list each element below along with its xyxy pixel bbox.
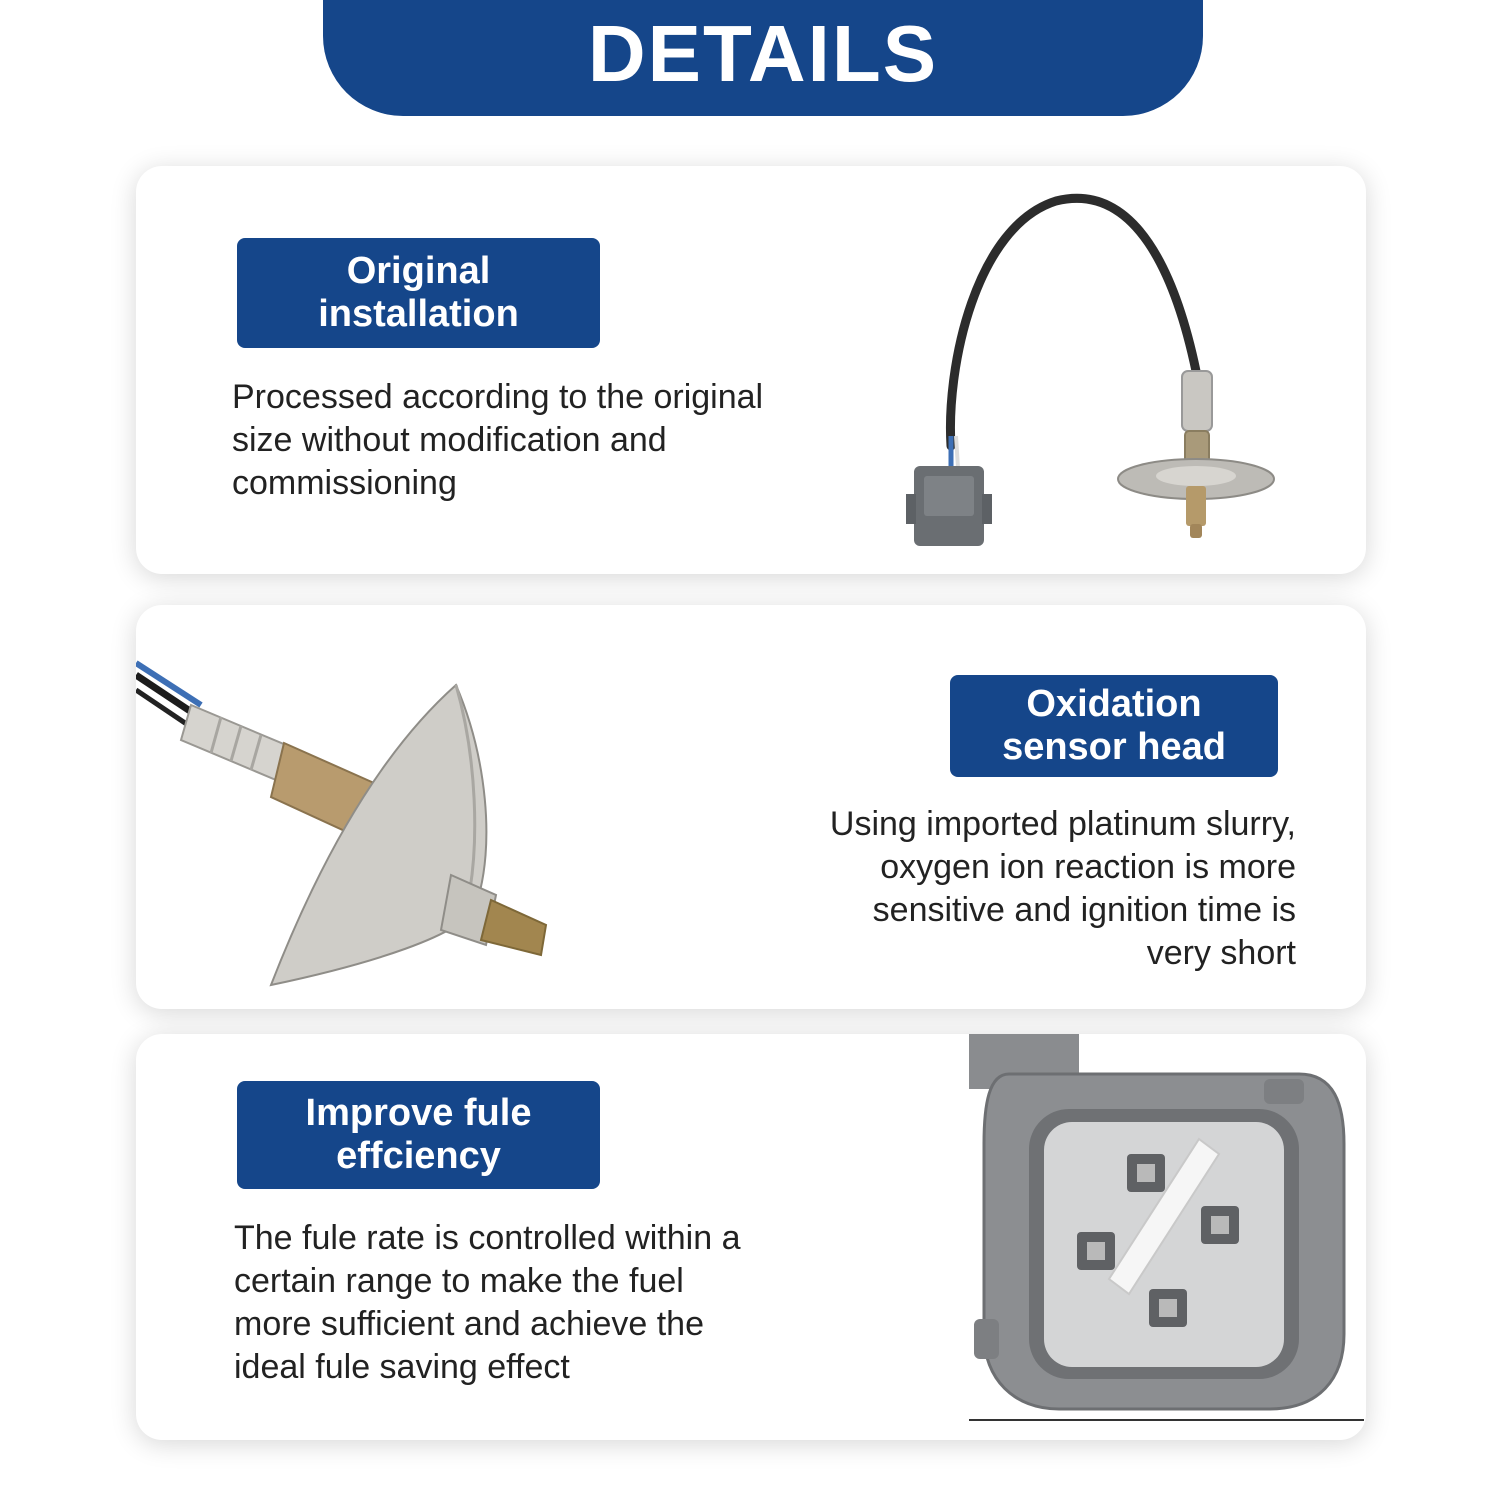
feature-title-line: sensor head xyxy=(1002,726,1226,768)
feature-title-badge xyxy=(950,675,1278,777)
feature-title-line: Oxidation xyxy=(1026,683,1202,725)
desc-line: certain range to make the fuel xyxy=(234,1262,684,1300)
desc-line: sensitive and ignition time is xyxy=(872,891,1296,929)
oxygen-sensor-icon xyxy=(906,186,1286,556)
feature-title-line: Improve fule xyxy=(305,1092,532,1134)
connector-plug-icon xyxy=(969,1034,1364,1424)
feature-card-original-installation xyxy=(136,166,1366,574)
desc-line: very short xyxy=(1146,934,1296,972)
desc-line: more sufficient and achieve the xyxy=(234,1305,704,1343)
feature-title-badge xyxy=(237,238,600,348)
feature-description xyxy=(234,1217,854,1389)
feature-title-line: Original xyxy=(346,250,491,292)
feature-description xyxy=(696,803,1296,975)
desc-line: commissioning xyxy=(232,464,457,502)
feature-description xyxy=(232,376,852,505)
desc-line: oxygen ion reaction is more xyxy=(880,848,1296,886)
feature-card-oxidation-sensor-head xyxy=(136,605,1366,1009)
desc-line: Processed according to the original xyxy=(232,378,764,416)
feature-title-line: effciency xyxy=(336,1135,501,1177)
details-banner xyxy=(323,0,1203,116)
desc-line: ideal fule saving effect xyxy=(234,1348,570,1386)
page-title: DETAILS xyxy=(587,9,939,98)
feature-card-fuel-efficiency xyxy=(136,1034,1366,1440)
feature-title-line: installation xyxy=(318,293,519,335)
desc-line: Using imported platinum slurry, xyxy=(829,805,1296,843)
desc-line: size without modification and xyxy=(232,421,667,459)
sensor-head-icon xyxy=(136,645,576,1005)
desc-line: The fule rate is controlled within a xyxy=(234,1219,741,1257)
feature-title-badge xyxy=(237,1081,600,1189)
